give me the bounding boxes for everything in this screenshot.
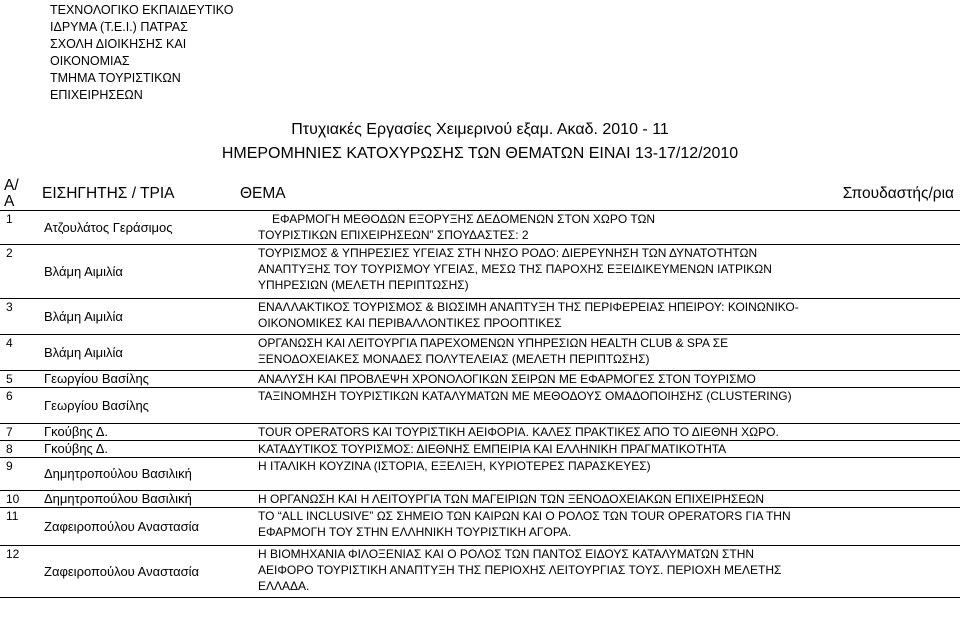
- student-cell: [798, 371, 960, 388]
- topic-cell: [238, 388, 798, 424]
- supervisor-name: Γεωργίου Βασίλης: [18, 388, 238, 424]
- header-student: Σπουδαστής/ρια: [798, 178, 960, 211]
- topic-line: ΑΝΑΠΤΥΞΗΣ ΤΟΥ ΤΟΥΡΙΣΜΟΥ ΥΓΕΙΑΣ, ΜΕΣΩ ΤΗΣ ΠΑΡΟΧΗΣ ΕΞΕΙΔΙΚΕΥΜΕΝΩΝ ΙΑΤΡΙΚΩΝ: [258, 262, 772, 276]
- topic-line: ΟΙΚΟΝΟΜΙΚΕΣ ΚΑΙ ΠΕΡΙΒΑΛΛΟΝΤΙΚΕΣ ΠΡΟΟΠΤΙΚΕΣ: [258, 316, 562, 330]
- topic-cell: [238, 211, 798, 245]
- topic-line: ΕΝΑΛΛΑΚΤΙΚΟΣ ΤΟΥΡΙΣΜΟΣ & ΒΙΩΣΙΜΗ ΑΝΑΠΤΥΞΗ ΤΗΣ ΠΕΡΙΦΕΡΕΙΑΣ ΗΠΕΙΡΟΥ: ΚΟΙΝΩΝΙΚΟ-: [258, 300, 799, 314]
- student-cell: [798, 508, 960, 546]
- topic-line: ΚΑΤΑΔΥΤΙΚΟΣ ΤΟΥΡΙΣΜΟΣ: ΔΙΕΘΝΗΣ ΕΜΠΕΙΡΙΑ ΚΑΙ ΕΛΛΗΝΙΚΗ ΠΡΑΓΜΑΤΙΚΟΤΗΤΑ: [258, 442, 727, 456]
- supervisor-name: Βλάμη Αιμιλία: [18, 299, 238, 335]
- topic-line: Η ΟΡΓΑΝΩΣΗ ΚΑΙ Η ΛΕΙΤΟΥΡΓΙΑ ΤΩΝ ΜΑΓΕΙΡΙΩΝ ΤΩΝ ΞΕΝΟΔΟΧΕΙΑΚΩΝ ΕΠΙΧΕΙΡΗΣΕΩΝ: [258, 492, 764, 506]
- row-number: 2: [0, 245, 18, 299]
- row-number: 8: [0, 441, 18, 458]
- deadline-notice: ΗΜΕΡΟΜΗΝΙΕΣ ΚΑΤΟΧΥΡΩΣΗΣ ΤΩΝ ΘΕΜΑΤΩΝ ΕΙΝΑΙ 13-17/12/2010: [221, 145, 739, 162]
- topic-cell: [238, 491, 798, 508]
- header-line: ΤΜΗΜΑ ΤΟΥΡΙΣΤΙΚΩΝ: [50, 71, 181, 85]
- student-cell: [798, 424, 960, 441]
- topic-line: ΤΟΥΡΙΣΜΟΣ & ΥΠΗΡΕΣΙΕΣ ΥΓΕΙΑΣ ΣΤΗ ΝΗΣΟ ΡΟΔΟ: ΔΙΕΡΕΥΝΗΣΗ ΤΩΝ ΔΥΝΑΤΟΤΗΤΩΝ: [258, 246, 758, 260]
- student-cell: [798, 299, 960, 335]
- document-title: Πτυχιακές Εργασίες Χειμερινού εξαμ. Ακαδ. 2010 - 11: [291, 121, 669, 138]
- table-row: [0, 335, 960, 371]
- supervisor-name: Ατζουλάτος Γεράσιμος: [18, 211, 238, 245]
- student-cell: [798, 458, 960, 491]
- row-number: 1: [0, 211, 18, 245]
- student-cell: [798, 441, 960, 458]
- header-topic: ΘΕΜΑ: [238, 178, 798, 211]
- student-cell: [798, 211, 960, 245]
- topic-line: Η ΙΤΑΛΙΚΗ ΚΟΥΖΙΝΑ (ΙΣΤΟΡΙΑ, ΕΞΕΛΙΞΗ, ΚΥΡΙΟΤΕΡΕΣ ΠΑΡΑΣΚΕΥΕΣ): [258, 459, 651, 473]
- row-number: 12: [0, 546, 18, 598]
- topic-line: ΑΝΑΛΥΣΗ ΚΑΙ ΠΡΟΒΛΕΨΗ ΧΡΟΝΟΛΟΓΙΚΩΝ ΣΕΙΡΩΝ ΜΕ ΕΦΑΡΜΟΓΕΣ ΣΤΟΝ ΤΟΥΡΙΣΜΟ: [258, 372, 756, 386]
- header-line: ΙΔΡΥΜΑ (Τ.Ε.Ι.) ΠΑΤΡΑΣ: [50, 20, 188, 34]
- topic-line: ΥΠΗΡΕΣΙΩΝ (ΜΕΛΕΤΗ ΠΕΡΙΠΤΩΣΗΣ): [258, 278, 469, 292]
- supervisor-name: Δημητροπούλου Βασιλική: [18, 491, 238, 508]
- student-cell: [798, 388, 960, 424]
- topic-line: ΤΟ “ALL INCLUSIVE” ΩΣ ΣΗΜΕΙΟ ΤΩΝ ΚΑΙΡΩΝ ΚΑΙ Ο ΡΟΛΟΣ ΤΩΝ TOUR OPERATORS ΓΙΑ ΤΗΝ: [258, 509, 791, 523]
- topic-line: TOUR OPERATORS ΚΑΙ ΤΟΥΡΙΣΤΙΚΗ ΑΕΙΦΟΡΙΑ. ΚΑΛΕΣ ΠΡΑΚΤΙΚΕΣ ΑΠΟ ΤΟ ΔΙΕΘΝΗ ΧΩΡΟ.: [258, 425, 779, 439]
- table-row: [0, 245, 960, 299]
- table-row: [0, 441, 960, 458]
- student-cell: [798, 245, 960, 299]
- topic-cell: [238, 508, 798, 546]
- topic-cell: [238, 458, 798, 491]
- topics-table: [0, 178, 960, 598]
- table-row: [0, 424, 960, 441]
- row-number: 3: [0, 299, 18, 335]
- student-cell: [798, 546, 960, 598]
- header-line: ΣΧΟΛΗ ΔΙΟΙΚΗΣΗΣ ΚΑΙ: [50, 37, 187, 51]
- topic-cell: [238, 335, 798, 371]
- topic-line: ΞΕΝΟΔΟΧΕΙΑΚΕΣ ΜΟΝΑΔΕΣ ΠΟΛΥΤΕΛΕΙΑΣ (ΜΕΛΕΤΗ ΠΕΡΙΠΤΩΣΗΣ): [258, 352, 650, 366]
- topic-line: ΤΟΥΡΙΣΤΙΚΩΝ ΕΠΙΧΕΙΡΗΣΕΩΝ” ΣΠΟΥΔΑΣΤΕΣ: 2: [258, 228, 529, 242]
- row-number: 4: [0, 335, 18, 371]
- topic-cell: [238, 424, 798, 441]
- student-cell: [798, 491, 960, 508]
- topic-cell: [238, 441, 798, 458]
- row-number: 9: [0, 458, 18, 491]
- table-row: [0, 299, 960, 335]
- table-row: [0, 371, 960, 388]
- row-number: 6: [0, 388, 18, 424]
- supervisor-name: Ζαφειροπούλου Αναστασία: [18, 546, 238, 598]
- supervisor-name: Δημητροπούλου Βασιλική: [18, 458, 238, 491]
- row-number: 10: [0, 491, 18, 508]
- topic-cell: [238, 371, 798, 388]
- topic-line: ΑΕΙΦΟΡΟ ΤΟΥΡΙΣΤΙΚΗ ΑΝΑΠΤΥΞΗ ΤΗΣ ΠΕΡΙΟΧΗΣ ΛΕΙΤΟΥΡΓΙΑΣ ΤΟΥΣ. ΠΕΡΙΟΧΗ ΜΕΛΕΤΗΣ: [258, 563, 782, 577]
- topic-cell: [238, 546, 798, 598]
- supervisor-name: Γκούβης Δ.: [18, 424, 238, 441]
- supervisor-name: Γεωργίου Βασίλης: [18, 371, 238, 388]
- row-number: 11: [0, 508, 18, 546]
- topic-line: ΕΦΑΡΜΟΓΗ ΜΕΘΟΔΩΝ ΕΞΟΡΥΞΗΣ ΔΕΔΟΜΕΝΩΝ ΣΤΟΝ ΧΩΡΟ ΤΩΝ: [272, 212, 656, 226]
- supervisor-name: Βλάμη Αιμιλία: [18, 335, 238, 371]
- table-row: [0, 388, 960, 424]
- topic-cell: [238, 245, 798, 299]
- topic-line: ΤΑΞΙΝΟΜΗΣΗ ΤΟΥΡΙΣΤΙΚΩΝ ΚΑΤΑΛΥΜΑΤΩΝ ΜΕ ΜΕΘΟΔΟΥΣ ΟΜΑΔΟΠΟΙΗΣΗΣ (CLUSTERING): [258, 389, 792, 403]
- table-row: [0, 458, 960, 491]
- supervisor-name: Ζαφειροπούλου Αναστασία: [18, 508, 238, 546]
- topic-line: ΕΦΑΡΜΟΓΗ ΤΟΥ ΣΤΗΝ ΕΛΛΗΝΙΚΗ ΤΟΥΡΙΣΤΙΚΗ ΑΓΟΡΑ.: [258, 525, 572, 539]
- table-row: [0, 546, 960, 598]
- header-line: ΤΕΧΝΟΛΟΓΙΚΟ ΕΚΠΑΙΔΕΥΤΙΚΟ: [50, 3, 234, 17]
- topic-line: Η ΒΙΟΜΗΧΑΝΙΑ ΦΙΛΟΞΕΝΙΑΣ ΚΑΙ Ο ΡΟΛΟΣ ΤΩΝ ΠΑΝΤΟΣ ΕΙΔΟΥΣ ΚΑΤΑΛΥΜΑΤΩΝ ΣΤΗΝ: [258, 547, 755, 561]
- supervisor-name: Γκούβης Δ.: [18, 441, 238, 458]
- student-cell: [798, 335, 960, 371]
- table-row: [0, 211, 960, 245]
- header-num: Α/Α: [0, 178, 18, 211]
- row-number: 5: [0, 371, 18, 388]
- header-line: ΕΠΙΧΕΙΡΗΣΕΩΝ: [50, 88, 143, 102]
- row-number: 7: [0, 424, 18, 441]
- topic-line: ΟΡΓΑΝΩΣΗ ΚΑΙ ΛΕΙΤΟΥΡΓΙΑ ΠΑΡΕΧΟΜΕΝΩΝ ΥΠΗΡΕΣΙΩΝ HEALTH CLUB & SPA ΣΕ: [258, 336, 729, 350]
- table-header-row: [0, 178, 960, 211]
- header-line: ΟΙΚΟΝΟΜΙΑΣ: [50, 54, 130, 68]
- topic-cell: [238, 299, 798, 335]
- table-row: [0, 508, 960, 546]
- supervisor-name: Βλάμη Αιμιλία: [18, 245, 238, 299]
- institution-header: [50, 2, 270, 104]
- topic-line: ΕΛΛΑΔΑ.: [258, 579, 310, 593]
- header-supervisor: ΕΙΣΗΓΗΤΗΣ / ΤΡΙΑ: [18, 178, 238, 211]
- table-row: [0, 491, 960, 508]
